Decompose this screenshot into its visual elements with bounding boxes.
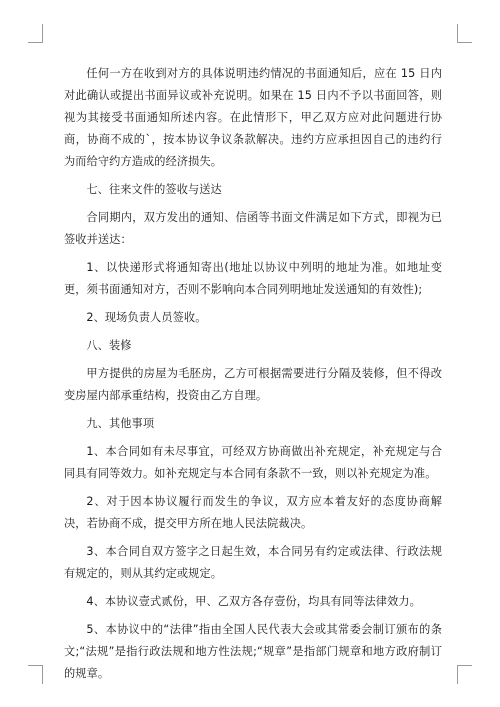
document-body (64, 63, 442, 691)
crop-mark-bottom-left (28, 665, 43, 684)
breach-notice-paragraph: 任何一方在收到对方的具体说明违约情况的书面通知后，应在 15 日内对此确认或提出书面异议或补充说明。如果在 15 日内不予以书面回答，则视为其接受书面通知所述内容。在此情形下，甲乙双方应对此问题进行协商，协商不成的`，按本协议争议条款解决。违约方应承担因自己的违约行为而给守约方造成的经济损失。 (64, 67, 442, 168)
section-heading-other-matters: 九、其他事项 (86, 417, 155, 430)
other-matters-item-2: 2、对于因本协议履行而发生的争议，双方应本着友好的态度协商解决，若协商不成，提交甲方所在地人民法院裁决。 (64, 495, 442, 530)
section-heading-renovation: 八、装修 (86, 339, 132, 352)
section-heading-documents-delivery: 七、往来文件的签收与送达 (86, 183, 222, 196)
delivery-item-1: 1、以快递形式将通知寄出(地址以协议中列明的地址为准。如地址变更，须书面通知对方，否则不影响向本合同列明地址发送通知的有效性); (64, 261, 442, 296)
other-matters-item-4: 4、本协议壹式贰份，甲、乙双方各存壹份，均具有同等法律效力。 (86, 595, 421, 608)
crop-mark-top-right (457, 24, 472, 43)
other-matters-item-3: 3、本合同自双方签字之日起生效，本合同另有约定或法律、行政法规有规定的，则从其约定或规定。 (64, 545, 442, 580)
delivery-intro-paragraph: 合同期内，双方发出的通知、信函等书面文件满足如下方式，即视为已签收并送达： (64, 211, 442, 246)
crop-mark-top-left (28, 24, 43, 43)
other-matters-item-5: 5、本协议中的“法律”指由全国人民代表大会或其常委会制订颁布的条文;“法规”是指行政法规和地方性法规;“规章”是指部门规章和地方政府制订的规章。 (64, 623, 442, 680)
delivery-item-2: 2、现场负责人员签收。 (86, 311, 207, 324)
renovation-paragraph: 甲方提供的房屋为毛胚房，乙方可根据需要进行分隔及装修，但不得改变房屋内部承重结构，投资由乙方自理。 (64, 367, 442, 402)
other-matters-item-1: 1、本合同如有未尽事宜，可经双方协商做出补充规定，补充规定与合同具有同等效力。如补充规定与本合同有条款不一致，则以补充规定为准。 (64, 445, 442, 480)
crop-mark-bottom-right (457, 665, 472, 684)
